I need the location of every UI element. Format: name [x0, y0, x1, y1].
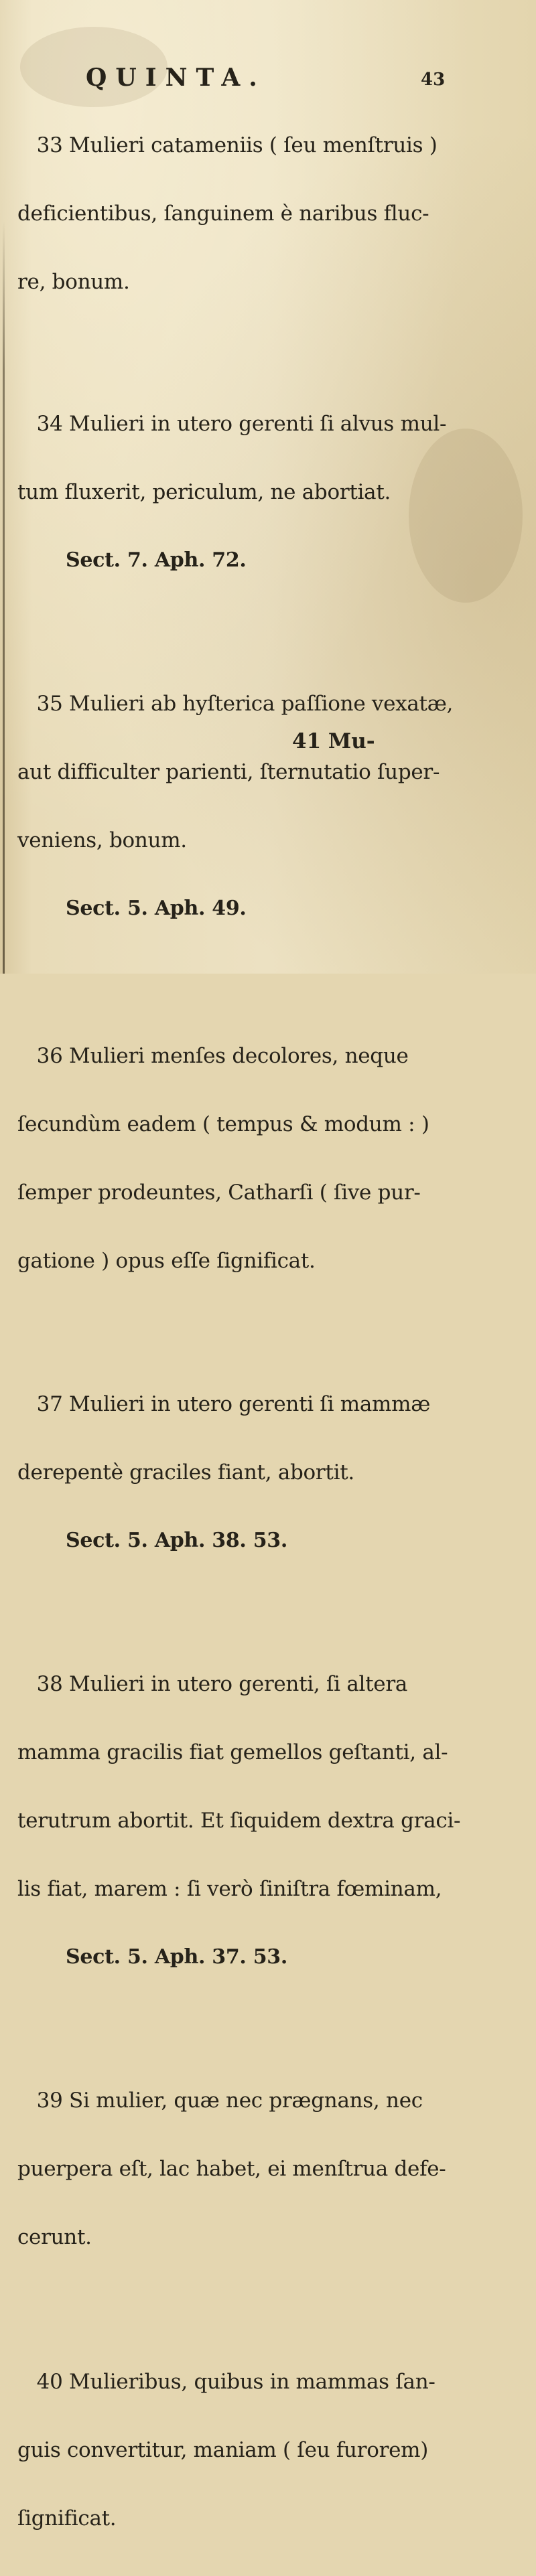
text-line: 34 Mulieri in utero gerenti ſi alvus mul- — [17, 412, 447, 436]
text-line: 40 Mulieribus, quibus in mammas ſan- — [17, 2370, 436, 2394]
text-line: cerunt. — [17, 2225, 92, 2249]
aphorism-35 — [17, 647, 521, 966]
text-line: lis fiat, marem : ſi verò ſiniſtra fœminam, — [17, 1877, 442, 1901]
text-line: 36 Mulieri menſes decolores, neque — [17, 1044, 409, 1068]
page-number: 43 — [421, 70, 446, 90]
running-head: QUINTA. — [86, 64, 266, 92]
page-body — [17, 88, 521, 2575]
aphorism-37 — [17, 1347, 521, 1598]
text-line: terutrum abortit. Et ſiquidem dextra graci- — [17, 1809, 461, 1833]
text-line: deficientibus, ſanguinem è naribus fluc- — [17, 202, 429, 226]
text-line: re, bonum. — [17, 270, 130, 294]
text-line: 35 Mulieri ab hyſterica paſſione vexatæ, — [17, 692, 454, 716]
text-line: puerpera eſt, lac habet, ei menſtrua defe- — [17, 2157, 446, 2181]
cross-reference: Sect. 7. Aph. 72. — [66, 548, 247, 572]
text-line: veniens, bonum. — [17, 828, 187, 852]
text-line: aut difficulter parienti, ſternutatio ſuper- — [17, 760, 440, 784]
text-line: guis convertitur, maniam ( ſeu furorem) — [17, 2438, 429, 2462]
page-edge-shadow — [3, 221, 5, 974]
text-line: ſecundùm eadem ( tempus & modum : ) — [17, 1112, 429, 1136]
aphorism-33 — [17, 88, 521, 339]
catchword: 41 Mu- — [292, 729, 375, 753]
text-line: ſignificat. — [17, 2506, 117, 2530]
text-line: tum fluxerit, periculum, ne abortiat. — [17, 480, 391, 504]
aphorism-34 — [17, 367, 521, 617]
cross-reference: Sect. 5. Aph. 49. — [66, 897, 247, 920]
cross-reference: Sect. 5. Aph. 38. 53. — [66, 1529, 288, 1552]
cross-reference: Sect. 5. Aph. 37. 53. — [66, 1945, 288, 1969]
aphorism-36 — [17, 999, 521, 1318]
text-line: 33 Mulieri catameniis ( ſeu menſtruis ) — [17, 133, 438, 157]
aphorism-38 — [17, 1627, 521, 2014]
aphorism-40 — [17, 2325, 521, 2575]
text-line: mamma gracilis fiat gemellos geſtanti, al- — [17, 1740, 448, 1764]
text-line: 38 Mulieri in utero gerenti, ſi altera — [17, 1672, 408, 1696]
aphorism-39 — [17, 2044, 521, 2294]
text-line: 37 Mulieri in utero gerenti ſi mammæ — [17, 1392, 431, 1416]
text-line: 39 Si mulier, quæ nec prægnans, nec — [17, 2089, 423, 2113]
text-line: derepentè graciles fiant, abortit. — [17, 1460, 354, 1485]
text-line: gatione ) opus eſſe ſignificat. — [17, 1249, 316, 1273]
text-line: ſemper prodeuntes, Catharſi ( ſive pur- — [17, 1181, 421, 1205]
